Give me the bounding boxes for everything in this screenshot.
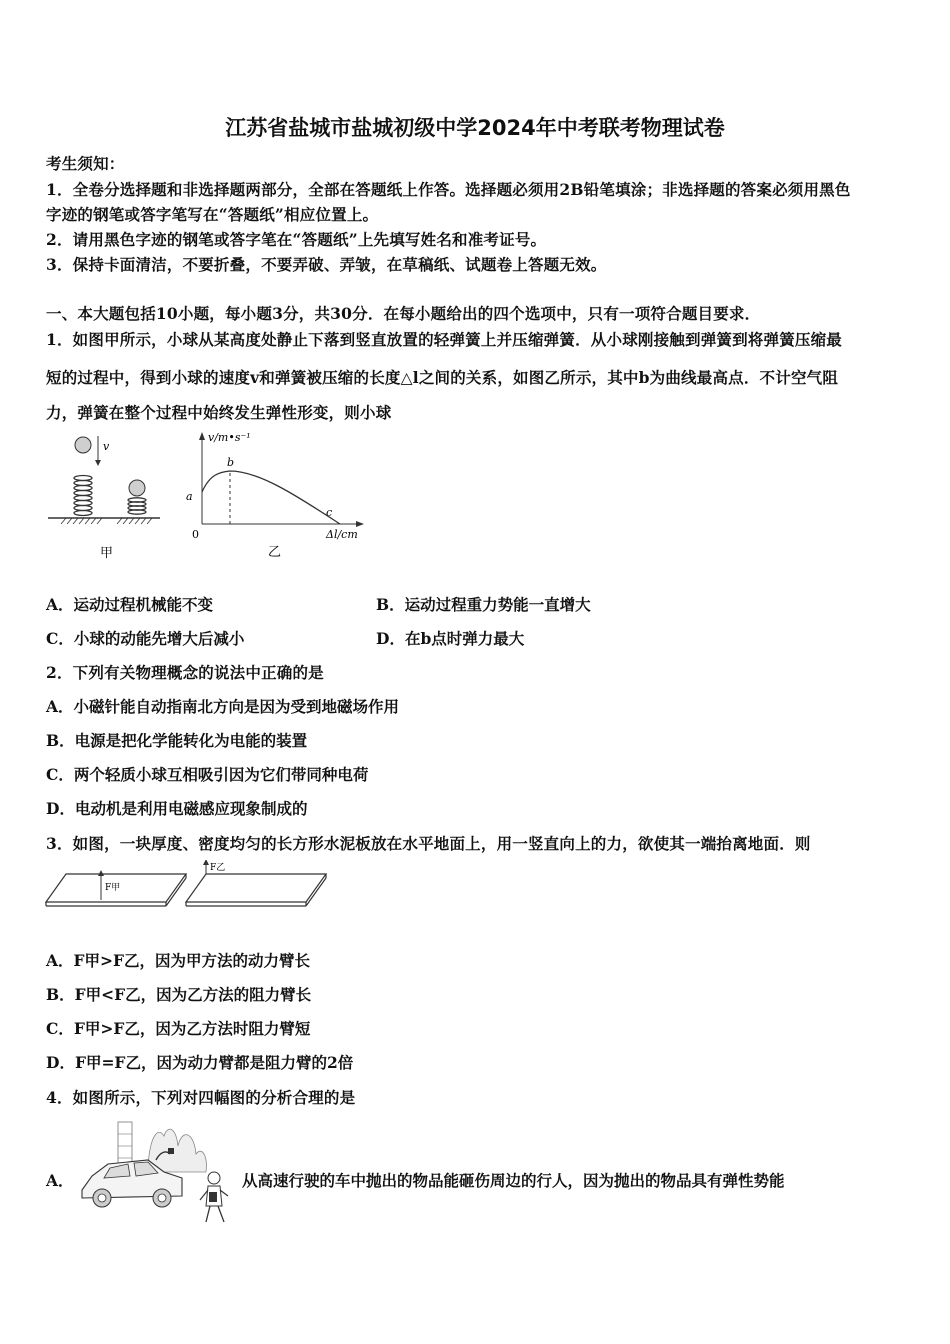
q2-option-d[interactable]: D．电动机是利用电磁感应现象制成的 xyxy=(46,799,308,818)
force-yi-label: F乙 xyxy=(210,863,226,873)
q3-option-c[interactable]: C．F甲>F乙，因为乙方法时阻力臂短 xyxy=(46,1019,311,1038)
velocity-curve xyxy=(202,471,340,524)
x-axis-label: Δl/cm xyxy=(326,528,358,541)
q3-option-b[interactable]: B．F甲<F乙，因为乙方法的阻力臂长 xyxy=(46,985,312,1004)
q3-option-d[interactable]: D．F甲=F乙，因为动力臂都是阻力臂的2倍 xyxy=(46,1053,354,1072)
velocity-label: v xyxy=(103,440,110,453)
q2-option-b[interactable]: B．电源是把化学能转化为电能的装置 xyxy=(46,731,308,750)
section-heading: 一、本大题包括10小题，每小题3分，共30分．在每小题给出的四个选项中，只有一项符合题目要求． xyxy=(46,304,761,323)
q1-stem-line-2: 短的过程中，得到小球的速度v和弹簧被压缩的长度△l之间的关系，如图乙所示，其中b为曲线最高点．不计空气阻 xyxy=(46,368,839,387)
q2-option-c[interactable]: C．两个轻质小球互相吸引因为它们带同种电荷 xyxy=(46,765,369,784)
q2-option-a[interactable]: A．小磁针能自动指南北方向是因为受到地磁场作用 xyxy=(46,697,400,716)
q1-option-b[interactable]: B．运动过程重力势能一直增大 xyxy=(376,595,591,614)
q4-option-a-text[interactable]: 从高速行驶的车中抛出的物品能砸伤周边的行人，因为抛出的物品具有弹性势能 xyxy=(242,1171,785,1190)
q1-stem-line-3: 力，弹簧在整个过程中始终发生弹性形变，则小球 xyxy=(46,403,392,422)
q3-option-a[interactable]: A．F甲>F乙，因为甲方法的动力臂长 xyxy=(46,951,311,970)
point-a-label: a xyxy=(186,490,193,503)
q1-option-c[interactable]: C．小球的动能先增大后减小 xyxy=(46,629,245,648)
q3-figure xyxy=(44,860,334,912)
q1-option-a[interactable]: A．运动过程机械能不变 xyxy=(46,595,214,614)
notice-item-3: 3．保持卡面清洁，不要折叠，不要弄破、弄皱，在草稿纸、试题卷上答题无效。 xyxy=(46,255,607,274)
q1-stem-line-1: 1．如图甲所示，小球从某高度处静止下落到竖直放置的轻弹簧上并压缩弹簧．从小球刚接触到弹簧到将弹簧压缩最 xyxy=(46,330,842,349)
notice-item-1: 1．全卷分选择题和非选择题两部分，全部在答题纸上作答。选择题必须用2B铅笔填涂；非选择题的答案必须用黑色 xyxy=(46,180,851,199)
origin-label: 0 xyxy=(192,528,199,541)
y-axis-label: v/m•s⁻¹ xyxy=(208,431,251,444)
q4-option-a-illustration xyxy=(78,1116,238,1230)
point-c-label: c xyxy=(326,506,333,519)
q2-stem: 2．下列有关物理概念的说法中正确的是 xyxy=(46,663,324,682)
figure-caption-jia: 甲 xyxy=(100,546,114,561)
q1-figure-jia xyxy=(44,430,164,565)
notice-heading: 考生须知： xyxy=(46,154,125,173)
q1-figure-yi xyxy=(180,428,380,566)
q4-option-a-label[interactable]: A． xyxy=(46,1171,74,1190)
force-jia-label: F甲 xyxy=(105,883,121,893)
notice-item-2: 2．请用黑色字迹的钢笔或答字笔在“答题纸”上先填写姓名和准考证号。 xyxy=(46,230,547,249)
q3-stem: 3．如图，一块厚度、密度均匀的长方形水泥板放在水平地面上，用一竖直向上的力，欲使其一端抬离地面．则 xyxy=(46,834,811,853)
q1-option-d[interactable]: D．在b点时弹力最大 xyxy=(376,629,525,648)
figure-caption-yi: 乙 xyxy=(268,545,282,560)
page-title: 江苏省盐城市盐城初级中学2024年中考联考物理试卷 xyxy=(225,116,725,140)
point-b-label: b xyxy=(227,456,235,469)
q4-stem: 4．如图所示，下列对四幅图的分析合理的是 xyxy=(46,1088,356,1107)
notice-item-1-cont: 字迹的钢笔或答字笔写在“答题纸”相应位置上。 xyxy=(46,205,379,224)
